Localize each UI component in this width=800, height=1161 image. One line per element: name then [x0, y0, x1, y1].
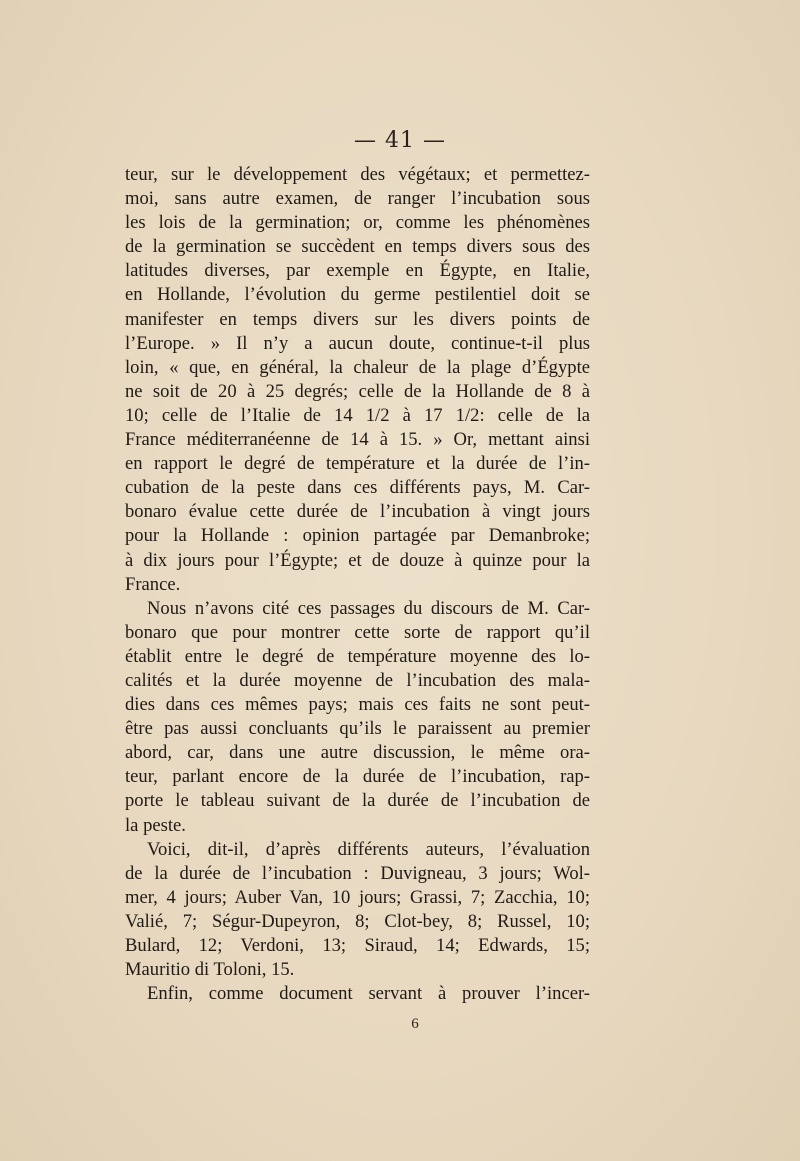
text-line: en Hollande, l’évolution du germe pestilentiel doit se	[125, 284, 590, 306]
text-line: pour la Hollande : opinion partagée par Demanbroke;	[125, 525, 590, 547]
text-line: de la durée de l’incubation : Duvigneau, 3 jours; Wol-	[125, 862, 590, 884]
text-line: teur, sur le développement des végétaux; et permettez-	[125, 164, 590, 185]
text-line: à dix jours pour l’Égypte; et de douze à quinze pour la	[125, 549, 590, 571]
text-line: Nous n’avons cité ces passages du discours de M. Car-	[147, 597, 590, 619]
text-line: calités et la durée moyenne de l’incubation des mala-	[125, 669, 590, 691]
text-line: bonaro évalue cette durée de l’incubation à vingt jours	[125, 501, 590, 523]
text-line: manifester en temps divers sur les divers points de	[125, 308, 590, 330]
text-line: les lois de la germination; or, comme les phénomènes	[125, 212, 590, 234]
text-line: dies dans ces mêmes pays; mais ces faits ne sont peut-	[125, 694, 590, 716]
text-line: abord, car, dans une autre discussion, le même ora-	[125, 742, 590, 764]
body-text	[125, 163, 590, 1006]
text-line: moi, sans autre examen, de ranger l’incubation sous	[125, 188, 590, 210]
text-line: porte le tableau suivant de la durée de l’incubation de	[125, 790, 590, 812]
text-line: latitudes diverses, par exemple en Égypte, en Italie,	[125, 260, 590, 282]
text-line: 10; celle de l’Italie de 14 1/2 à 17 1/2: celle de la	[125, 404, 590, 426]
text-line: être pas aussi concluants qu’ils le paraissent au premier	[125, 718, 590, 740]
text-line: teur, parlant encore de la durée de l’incubation, rap-	[125, 766, 590, 788]
text-line: loin, « que, en général, la chaleur de la plage d’Égypte	[125, 356, 590, 378]
text-line: de la germination se succèdent en temps divers sous des	[125, 236, 590, 258]
text-line: la peste.	[125, 814, 186, 836]
text-line: établit entre le degré de température moyenne des lo-	[125, 645, 590, 667]
text-line: France méditerranéenne de 14 à 15. » Or, mettant ainsi	[125, 429, 590, 451]
text-line: l’Europe. » Il n’y a aucun doute, continue-t-il plus	[125, 332, 590, 354]
text-line: Bulard, 12; Verdoni, 13; Siraud, 14; Edwards, 15;	[125, 935, 590, 956]
text-line: Valié, 7; Ségur-Dupeyron, 8; Clot-bey, 8; Russel, 10;	[125, 910, 590, 932]
text-line: bonaro que pour montrer cette sorte de rapport qu’il	[125, 621, 590, 643]
text-line: Voici, dit-il, d’après différents auteurs, l’évaluation	[147, 838, 590, 860]
text-line: Mauritio di Toloni, 15.	[125, 959, 295, 981]
page-number-header: — 41 —	[354, 128, 446, 153]
text-line: ne soit de 20 à 25 degrés; celle de la Hollande de 8 à	[125, 380, 590, 402]
text-line: France.	[125, 573, 181, 595]
text-line: Enfin, comme document servant à prouver l’incer-	[147, 983, 590, 1005]
signature-mark: 6	[411, 1016, 419, 1032]
text-line: en rapport le degré de température et la durée de l’in-	[125, 453, 590, 475]
text-line: mer, 4 jours; Auber Van, 10 jours; Grassi, 7; Zacchia, 10;	[125, 886, 590, 908]
text-line: cubation de la peste dans ces différents pays, M. Car-	[125, 477, 590, 499]
